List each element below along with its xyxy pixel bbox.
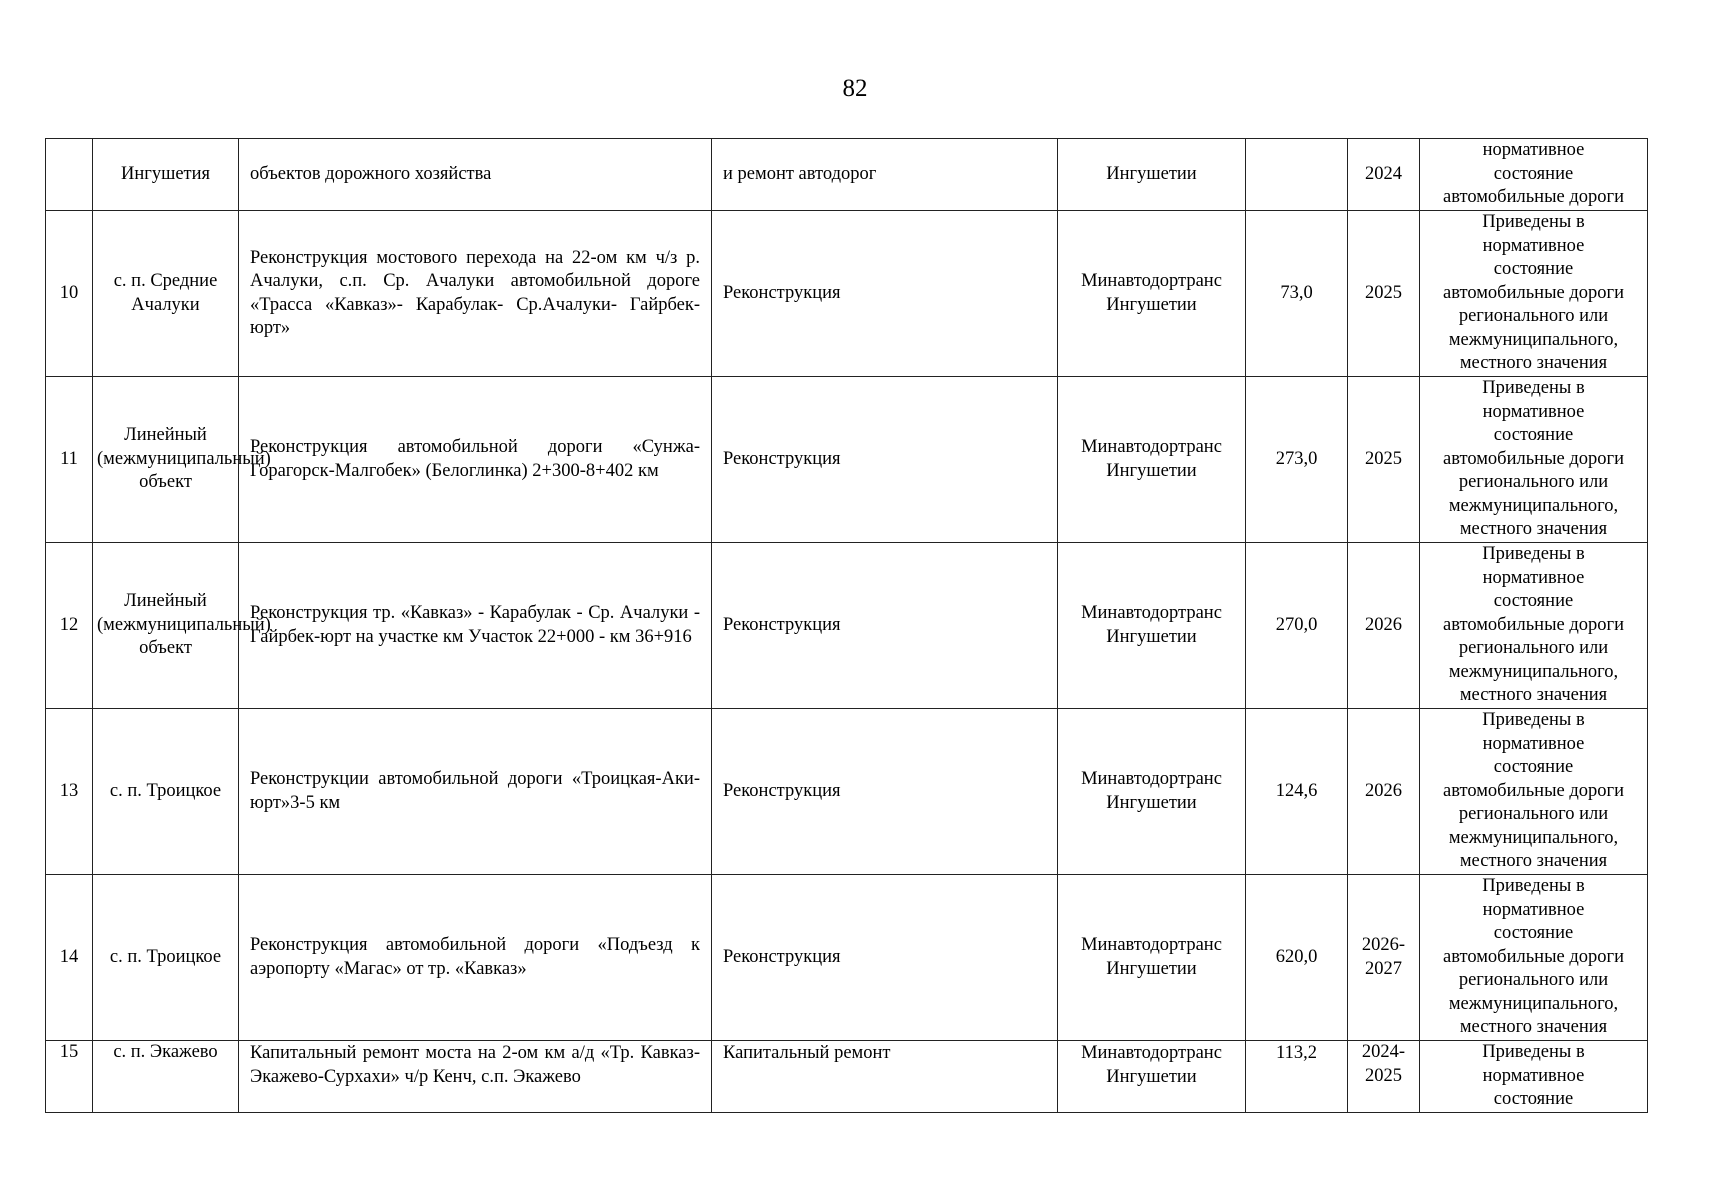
responsible-cell: Минавтодортранс Ингушетии xyxy=(1058,1041,1246,1113)
table-row xyxy=(46,709,1648,875)
year-cell: 2024 xyxy=(1348,139,1420,211)
row-number-cell: 11 xyxy=(46,377,93,543)
work-type-cell: Капитальный ремонт xyxy=(712,1041,1058,1113)
year-cell: 2026 xyxy=(1348,543,1420,709)
object-name-cell: Реконструкция тр. «Кавказ» - Карабулак - Ср. Ачалуки - Гайрбек-юрт на участке км Участок 22+000 - км 36+916 xyxy=(239,543,712,709)
year-cell: 2026 xyxy=(1348,709,1420,875)
cost-cell: 620,0 xyxy=(1246,875,1348,1041)
year-cell: 2025 xyxy=(1348,377,1420,543)
responsible-cell: Ингушетии xyxy=(1058,139,1246,211)
object-name-cell: Реконструкция автомобильной дороги «Сунжа-Горагорск-Малгобек» (Белоглинка) 2+300-8+402 км xyxy=(239,377,712,543)
location-cell: с. п. Троицкое xyxy=(93,709,239,875)
cost-cell: 273,0 xyxy=(1246,377,1348,543)
object-name-cell: Капитальный ремонт моста на 2-ом км а/д «Тр. Кавказ-Экажево-Сурхахи» ч/р Кенч, с.п. Экажево xyxy=(239,1041,712,1113)
cost-cell: 113,2 xyxy=(1246,1041,1348,1113)
table-row xyxy=(46,1041,1648,1113)
work-type-cell: Реконструкция xyxy=(712,875,1058,1041)
object-name-cell: Реконструкция автомобильной дороги «Подъезд к аэропорту «Магас» от тр. «Кавказ» xyxy=(239,875,712,1041)
row-number-cell: 12 xyxy=(46,543,93,709)
row-number-cell: 10 xyxy=(46,211,93,377)
row-number-cell xyxy=(46,139,93,211)
row-number-cell: 14 xyxy=(46,875,93,1041)
row-number-cell: 15 xyxy=(46,1041,93,1113)
work-type-cell: Реконструкция xyxy=(712,377,1058,543)
responsible-cell: Минавтодортранс Ингушетии xyxy=(1058,211,1246,377)
result-cell: нормативное состояние автомобильные дороги xyxy=(1420,139,1648,211)
location-cell: с. п. Средние Ачалуки xyxy=(93,211,239,377)
result-cell: Приведены в нормативное состояние автомобильные дороги регионального или межмуниципального, местного значения xyxy=(1420,377,1648,543)
cost-cell: 124,6 xyxy=(1246,709,1348,875)
responsible-cell: Минавтодортранс Ингушетии xyxy=(1058,377,1246,543)
object-name-cell: объектов дорожного хозяйства xyxy=(239,139,712,211)
table-row xyxy=(46,875,1648,1041)
responsible-cell: Минавтодортранс Ингушетии xyxy=(1058,709,1246,875)
location-cell: с. п. Экажево xyxy=(93,1041,239,1113)
result-cell: Приведены в нормативное состояние автомобильные дороги регионального или межмуниципального, местного значения xyxy=(1420,875,1648,1041)
result-cell: Приведены в нормативное состояние xyxy=(1420,1041,1648,1113)
responsible-cell: Минавтодортранс Ингушетии xyxy=(1058,543,1246,709)
work-type-cell: Реконструкция xyxy=(712,211,1058,377)
location-cell: Линейный (межмуниципальный) объект xyxy=(93,543,239,709)
page-number: 82 xyxy=(842,75,868,102)
result-cell: Приведены в нормативное состояние автомобильные дороги регионального или межмуниципального, местного значения xyxy=(1420,709,1648,875)
table-row xyxy=(46,377,1648,543)
location-cell: Линейный (межмуниципальный) объект xyxy=(93,377,239,543)
responsible-cell: Минавтодортранс Ингушетии xyxy=(1058,875,1246,1041)
table-row xyxy=(46,139,1648,211)
cost-cell xyxy=(1246,139,1348,211)
table-row xyxy=(46,211,1648,377)
result-cell: Приведены в нормативное состояние автомобильные дороги регионального или межмуниципального, местного значения xyxy=(1420,211,1648,377)
year-cell: 2025 xyxy=(1348,211,1420,377)
year-cell: 2026-2027 xyxy=(1348,875,1420,1041)
table-row xyxy=(46,543,1648,709)
cost-cell: 270,0 xyxy=(1246,543,1348,709)
work-type-cell: Реконструкция xyxy=(712,543,1058,709)
work-type-cell: и ремонт автодорог xyxy=(712,139,1058,211)
year-cell: 2024-2025 xyxy=(1348,1041,1420,1113)
object-name-cell: Реконструкция мостового перехода на 22-ом км ч/з р. Ачалуки, с.п. Ср. Ачалуки автомобильной дороге «Трасса «Кавказ»- Карабулак- Ср.Ачалуки- Гайрбек- юрт» xyxy=(239,211,712,377)
object-name-cell: Реконструкции автомобильной дороги «Троицкая-Аки-юрт»3-5 км xyxy=(239,709,712,875)
location-cell: с. п. Троицкое xyxy=(93,875,239,1041)
work-type-cell: Реконструкция xyxy=(712,709,1058,875)
row-number-cell: 13 xyxy=(46,709,93,875)
projects-table xyxy=(45,138,1648,1113)
cost-cell: 73,0 xyxy=(1246,211,1348,377)
result-cell: Приведены в нормативное состояние автомобильные дороги регионального или межмуниципального, местного значения xyxy=(1420,543,1648,709)
location-cell: Ингушетия xyxy=(93,139,239,211)
